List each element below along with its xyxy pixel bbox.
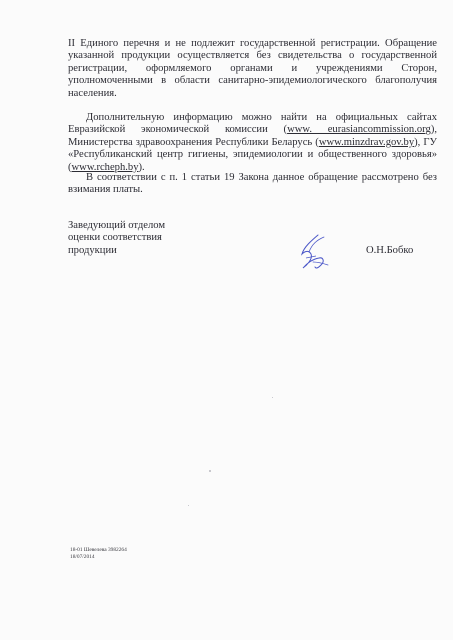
link-minzdrav[interactable]: www.minzdrav.gov.by (318, 136, 415, 148)
paragraph-registration: II Единого перечня и не подлежит государственной регистрации. Обращение указанной продукции осуществляется без свидетельства о государственной регистрации, оформляемого органами и учреждениями Сторон, уполномоченными в области санитарно-эпидемиологического благополучия населения. (68, 38, 437, 99)
executor-footer (70, 547, 127, 561)
paragraph-text: ). (138, 161, 145, 173)
link-rcheph[interactable]: www.rcheph.by (71, 161, 139, 173)
date-line: 18/07/2014 (70, 554, 95, 560)
handwritten-signature (297, 232, 335, 274)
paragraph-text: ), Министерства здравоохранения Республики Беларусь ( (68, 124, 437, 148)
paragraph-fee-note: В соответствии с п. 1 статьи 19 Закона данное обращение рассмотрено без взимания платы. (68, 172, 437, 196)
signatory-title-line: Заведующий отделом (68, 220, 166, 231)
paragraph-text: Дополнительную информацию можно найти на официальных сайтах Евразийской экономической комиссии ( (68, 112, 437, 136)
signatory-title (68, 220, 268, 257)
scan-speck (209, 470, 211, 472)
paragraph-text: ), ГУ «Республиканский центр гигиены, эпидемиологии и общественного здоровья» ( (68, 136, 438, 173)
link-eurasiancommission[interactable]: www. eurasiancommission.org (287, 124, 431, 136)
signatory-title-line: продукции (68, 244, 117, 256)
scan-speck (188, 505, 189, 506)
signatory-name: О.Н.Бобко (366, 245, 414, 256)
signatory-title-line: оценки соответствия (68, 232, 162, 244)
paragraph-additional-info (68, 112, 437, 174)
scan-speck (272, 397, 273, 398)
executor-line: 18-01 Шевелева 3982264 (70, 547, 127, 553)
